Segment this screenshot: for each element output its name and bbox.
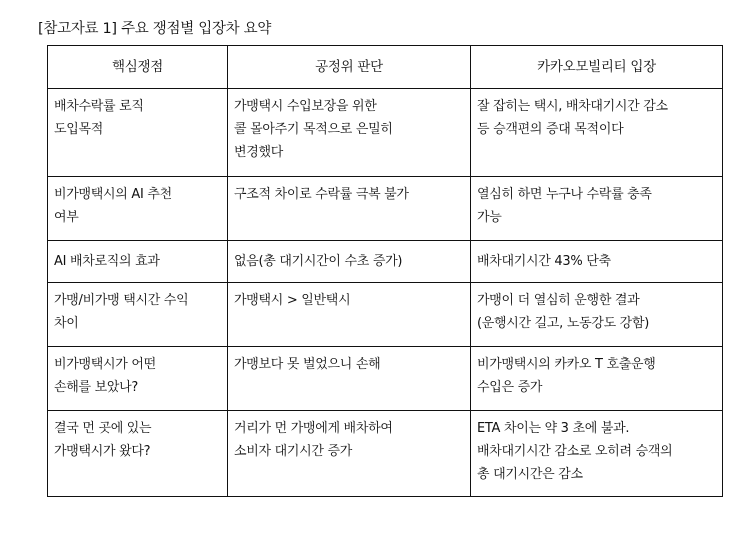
cell-text-line: 차이	[54, 316, 79, 332]
ftc-cell	[228, 241, 471, 283]
cell-text-line: 콜 몰아주기 목적으로 은밀히	[234, 122, 393, 138]
cell-text-line: 소비자 대기시간 증가	[234, 444, 352, 460]
header-cell-issue: 핵심쟁점	[48, 46, 228, 89]
issue-cell	[48, 347, 228, 411]
issues-table	[47, 45, 723, 497]
cell-text-line: 수입은 증가	[477, 380, 543, 396]
cell-text-line: (운행시간 길고, 노동강도 강함)	[477, 316, 649, 332]
page-caption: [참고자료 1] 주요 쟁점별 입장차 요약	[38, 21, 272, 37]
cell-text-line: 여부	[54, 210, 79, 226]
cell-text-line: 가능	[477, 210, 502, 226]
ftc-cell	[228, 283, 471, 347]
header-cell-ftc: 공정위 판단	[228, 46, 471, 89]
cell-text-line: 비가맹택시의 AI 추천	[54, 187, 172, 202]
cell-text-line: 가맹택시 > 일반택시	[234, 293, 351, 308]
cell-text-line: 가맹보다 못 벌었으니 손해	[234, 357, 381, 372]
issue-cell	[48, 177, 228, 241]
table-row	[48, 177, 723, 241]
table-header-row	[48, 46, 723, 89]
cell-text-line: 손해를 보았나?	[54, 380, 138, 396]
issue-cell	[48, 89, 228, 177]
table-body	[48, 89, 723, 497]
cell-text-line: 결국 먼 곳에 있는	[54, 421, 152, 436]
cell-text-line: 열심히 하면 누구나 수락률 충족	[477, 187, 652, 202]
cell-text-line: 잘 잡히는 택시, 배차대기시간 감소	[477, 99, 668, 114]
cell-text-line: 비가맹택시의 카카오 T 호출운행	[477, 357, 656, 372]
cell-text-line: 배차대기시간 43% 단축	[477, 253, 611, 269]
issue-cell	[48, 283, 228, 347]
ftc-cell	[228, 411, 471, 497]
issue-cell	[48, 411, 228, 497]
cell-text-line: 가맹/비가맹 택시간 수익	[54, 293, 189, 308]
kakao-cell	[471, 347, 723, 411]
header-cell-kakao: 카카오모빌리티 입장	[471, 46, 723, 89]
cell-text-line: 가맹택시 수입보장을 위한	[234, 99, 377, 114]
table-row	[48, 241, 723, 283]
cell-text-line: 배차대기시간 감소로 오히려 승객의	[477, 444, 673, 460]
cell-text-line: 비가맹택시가 어떤	[54, 357, 156, 372]
table-row	[48, 283, 723, 347]
cell-text-line: 가맹택시가 왔다?	[54, 444, 151, 460]
ftc-cell	[228, 177, 471, 241]
kakao-cell	[471, 89, 723, 177]
cell-text-line: ETA 차이는 약 3 초에 불과.	[477, 421, 630, 436]
issue-cell	[48, 241, 228, 283]
ftc-cell	[228, 347, 471, 411]
kakao-cell	[471, 411, 723, 497]
cell-text-line: 구조적 차이로 수락률 극복 불가	[234, 187, 409, 202]
kakao-cell	[471, 177, 723, 241]
cell-text-line: 가맹이 더 열심히 운행한 결과	[477, 293, 640, 308]
cell-text-line: 도입목적	[54, 122, 104, 138]
cell-text-line: 없음(총 대기시간이 수초 증가)	[234, 253, 403, 269]
kakao-cell	[471, 283, 723, 347]
cell-text-line: 변경했다	[234, 145, 284, 161]
cell-text-line: 배차수락률 로직	[54, 99, 144, 114]
cell-text-line: 총 대기시간은 감소	[477, 467, 583, 483]
table-row	[48, 347, 723, 411]
cell-text-line: 거리가 먼 가맹에게 배차하여	[234, 421, 393, 436]
table-row	[48, 411, 723, 497]
kakao-cell	[471, 241, 723, 283]
ftc-cell	[228, 89, 471, 177]
cell-text-line: 등 승객편의 증대 목적이다	[477, 122, 624, 138]
cell-text-line: AI 배차로직의 효과	[54, 253, 160, 269]
table-row	[48, 89, 723, 177]
